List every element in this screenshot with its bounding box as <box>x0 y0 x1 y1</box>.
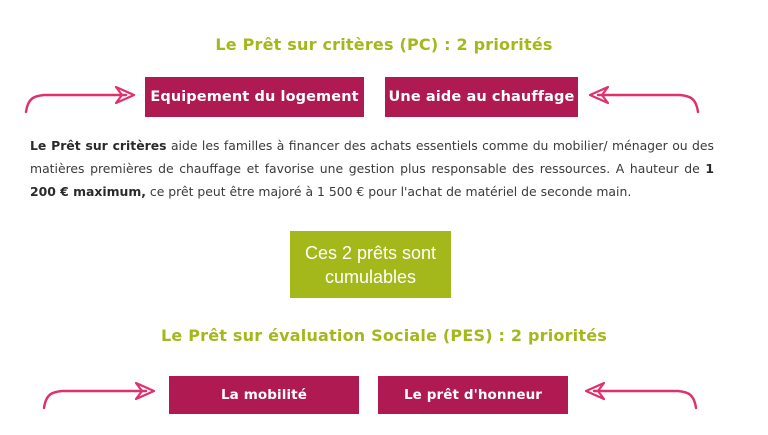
description-text-2: ce prêt peut être majoré à 1 500 € pour l'achat de matériel de seconde main. <box>145 184 632 199</box>
priority-equipement-button[interactable]: Equipement du logement <box>145 77 364 117</box>
priority-mobilite-button[interactable]: La mobilité <box>169 376 359 414</box>
curved-arrow-left-icon <box>580 378 700 412</box>
pes-section-title: Le Prêt sur évaluation Sociale (PES) : 2 priorités <box>161 326 607 345</box>
curved-arrow-right-icon <box>40 378 160 412</box>
curved-arrow-left-icon <box>584 82 702 116</box>
description-bold-intro: Le Prêt sur critères <box>30 138 167 153</box>
pc-section-title: Le Prêt sur critères (PC) : 2 priorités <box>215 35 553 54</box>
description-text-1: aide les familles à financer des achats essentiels comme du mobilier/ ménager ou des matières premières de chauffage et favorise une gestion plus responsable des ressources. A hauteur de <box>30 138 715 176</box>
pc-description <box>30 134 714 203</box>
description-bold-amount: 1 200 € maximum, <box>30 161 714 199</box>
curved-arrow-right-icon <box>22 82 140 116</box>
cumulative-note-box: Ces 2 prêts sont cumulables <box>290 231 451 298</box>
priority-chauffage-button[interactable]: Une aide au chauffage <box>385 77 578 117</box>
priority-pret-honneur-button[interactable]: Le prêt d'honneur <box>378 376 568 414</box>
